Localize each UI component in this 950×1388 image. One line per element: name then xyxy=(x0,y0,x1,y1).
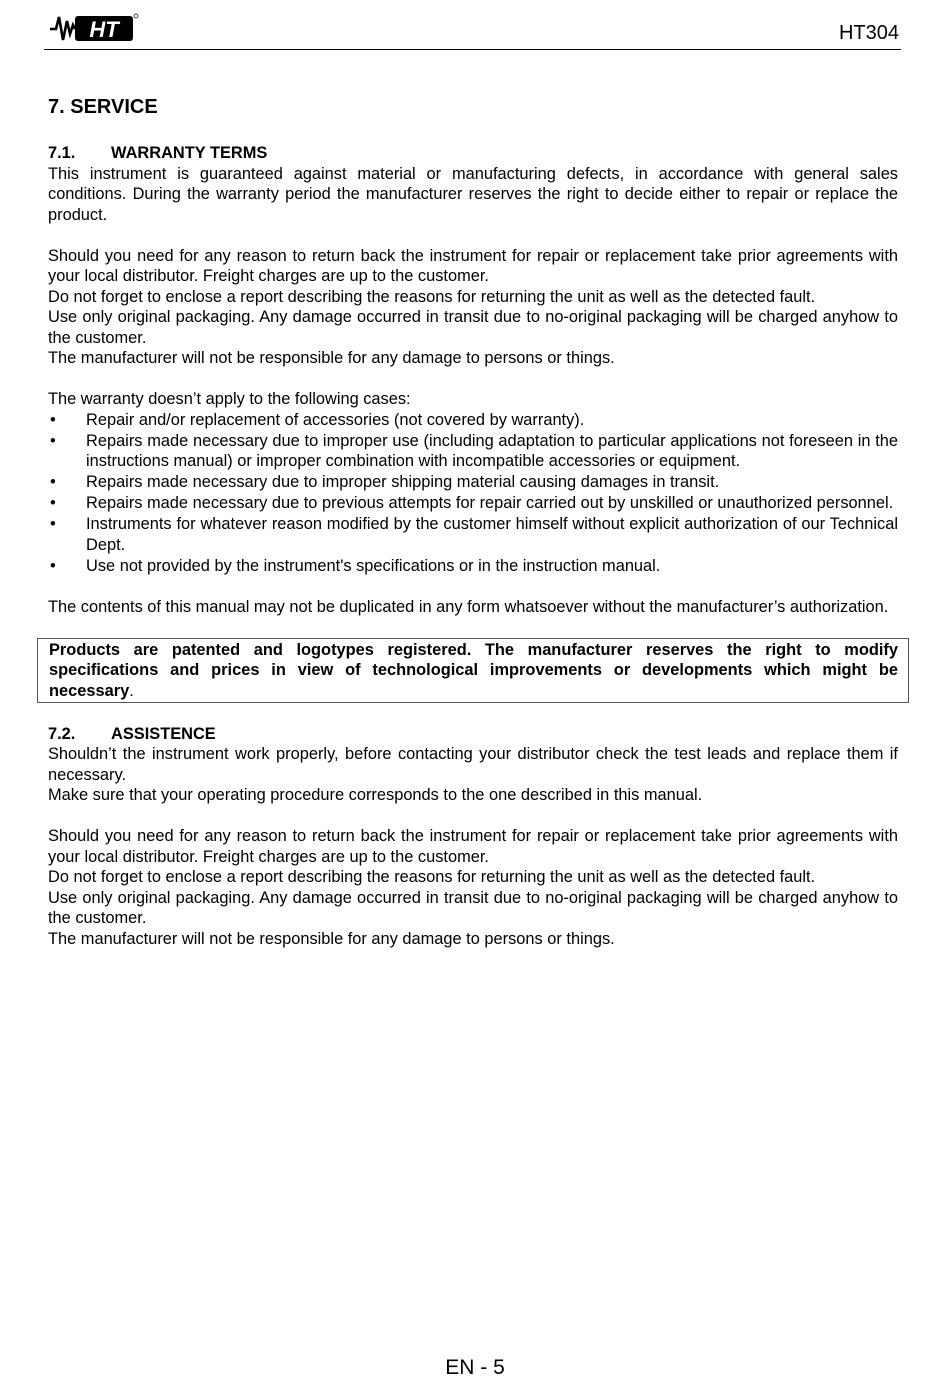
paragraph: This instrument is guaranteed against material or manufacturing defects, in accordance with general sales conditions. During the warranty period the manufacturer reserves the right to decide either to repair or replace the product. xyxy=(48,164,898,224)
paragraph: The manufacturer will not be responsible for any damage to persons or things. xyxy=(48,929,615,948)
list-item xyxy=(48,493,898,514)
list-item xyxy=(48,514,898,555)
paragraph: Do not forget to enclose a report describing the reasons for returning the unit as well as the detected fault. xyxy=(48,287,816,306)
paragraph: The contents of this manual may not be duplicated in any form whatsoever without the manufacturer’s authorization. xyxy=(48,598,889,616)
subsection-title: ASSISTENCE xyxy=(111,724,216,743)
page-content xyxy=(48,94,898,949)
paragraph: Make sure that your operating procedure corresponds to the one described in this manual. xyxy=(48,786,703,804)
list-item xyxy=(48,410,898,431)
bullet: • xyxy=(50,556,56,575)
bullet: • xyxy=(50,515,56,533)
section-title: 7. SERVICE xyxy=(48,96,158,118)
subsection-title: WARRANTY TERMS xyxy=(111,144,268,162)
model-name: HT304 xyxy=(838,22,899,44)
notice-box xyxy=(37,638,909,704)
list-item xyxy=(48,472,898,493)
paragraph: Use only original packaging. Any damage occurred in transit due to no-original packaging will be charged anyhow to the customer. xyxy=(48,308,898,347)
paragraph: Should you need for any reason to return back the instrument for repair or replacement take prior agreements with your local distributor. Freight charges are up to the customer. xyxy=(48,827,898,866)
paragraph: The manufacturer will not be responsible for any damage to persons or things. xyxy=(48,349,615,367)
paragraph: Shouldn’t the instrument work properly, before contacting your distributor check the test leads and replace them if necessary. xyxy=(48,745,898,784)
list-item xyxy=(48,431,898,472)
subsection-heading-warranty xyxy=(48,143,898,164)
cases-intro: The warranty doesn’t apply to the following cases: xyxy=(48,390,411,408)
notice-tail: . xyxy=(129,681,134,700)
page-number: EN - 5 xyxy=(445,1356,505,1379)
bullet: • xyxy=(50,431,56,450)
ht-logo xyxy=(48,12,140,44)
bullet: • xyxy=(50,494,56,512)
list-item-text: Repairs made necessary due to improper shipping material causing damages in transit. xyxy=(86,473,720,491)
list-item-text: Repairs made necessary due to improper use (including adaptation to particular applications not foreseen in the instructions manual) or improper combination with incompatible accessories or equipment. xyxy=(86,431,898,470)
list-item-text: Instruments for whatever reason modified by the customer himself without explicit authorization of our Technical Dept. xyxy=(86,515,898,554)
paragraph: Use only original packaging. Any damage occurred in transit due to no-original packaging will be charged anyhow to the customer. xyxy=(48,888,898,927)
list-item-text: Repairs made necessary due to previous attempts for repair carried out by unskilled or unauthorized personnel. xyxy=(86,494,894,512)
bullet: • xyxy=(50,473,56,491)
paragraph: Should you need for any reason to return back the instrument for repair or replacement take prior agreements with your local distributor. Freight charges are up to the customer. xyxy=(48,246,898,285)
page-header xyxy=(44,10,901,50)
list-item-text: Use not provided by the instrument's specifications or in the instruction manual. xyxy=(86,556,661,575)
list-item-text: Repair and/or replacement of accessories (not covered by warranty). xyxy=(86,410,585,429)
subsection-number: 7.2. xyxy=(48,724,76,743)
subsection-number: 7.1. xyxy=(48,144,76,162)
logo-text: HT xyxy=(89,17,119,42)
paragraph: Do not forget to enclose a report describing the reasons for returning the unit as well as the detected fault. xyxy=(48,868,816,886)
notice-text: Products are patented and logotypes registered. The manufacturer reserves the right to modify specifications and prices in view of technological improvements or developments which might be necessary xyxy=(49,640,898,700)
bullet: • xyxy=(50,410,56,429)
list-item xyxy=(48,556,898,577)
subsection-heading-assistance xyxy=(48,724,898,745)
exclusions-list xyxy=(48,410,898,577)
